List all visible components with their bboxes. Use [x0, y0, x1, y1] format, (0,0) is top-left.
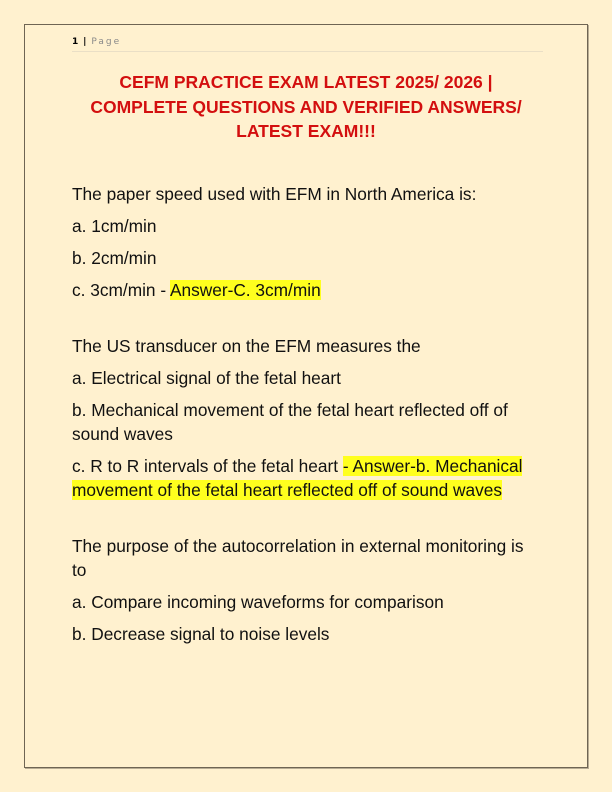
option-c-text: c. R to R intervals of the fetal heart [72, 456, 343, 476]
title-line-2: COMPLETE QUESTIONS AND VERIFIED ANSWERS/ [90, 96, 522, 117]
option-b: b. 2cm/min [72, 248, 157, 268]
page-header [72, 36, 543, 52]
page-number: 1 [72, 37, 79, 47]
question-stem: The paper speed used with EFM in North America is: [72, 184, 477, 204]
option-a: a. Compare incoming waveforms for comparison [72, 592, 444, 612]
title-line-3: LATEST EXAM!!! [236, 121, 376, 141]
page-label: Page [91, 37, 122, 47]
question-stem: The purpose of the autocorrelation in external monitoring is to [72, 536, 524, 580]
question-stem: The US transducer on the EFM measures the [72, 336, 421, 356]
document-title [72, 70, 540, 144]
option-c [72, 278, 540, 302]
title-line-1: CEFM PRACTICE EXAM LATEST 2025/ 2026 | [119, 72, 493, 92]
option-b: b. Mechanical movement of the fetal heart reflected off of sound waves [72, 400, 508, 444]
question-2 [72, 334, 540, 502]
option-c-text: c. 3cm/min - [72, 280, 170, 300]
question-3 [72, 534, 540, 646]
header-separator: | [83, 37, 87, 47]
option-c [72, 454, 540, 502]
question-1 [72, 182, 540, 302]
option-b: b. Decrease signal to noise levels [72, 624, 330, 644]
answer-highlight: - Answer-b. Mechanical movement of the fetal heart reflected off of sound waves [72, 456, 523, 500]
option-a: a. Electrical signal of the fetal heart [72, 368, 341, 388]
answer-highlight: Answer-C. 3cm/min [169, 280, 321, 300]
question-list [72, 182, 540, 654]
option-a: a. 1cm/min [72, 216, 157, 236]
